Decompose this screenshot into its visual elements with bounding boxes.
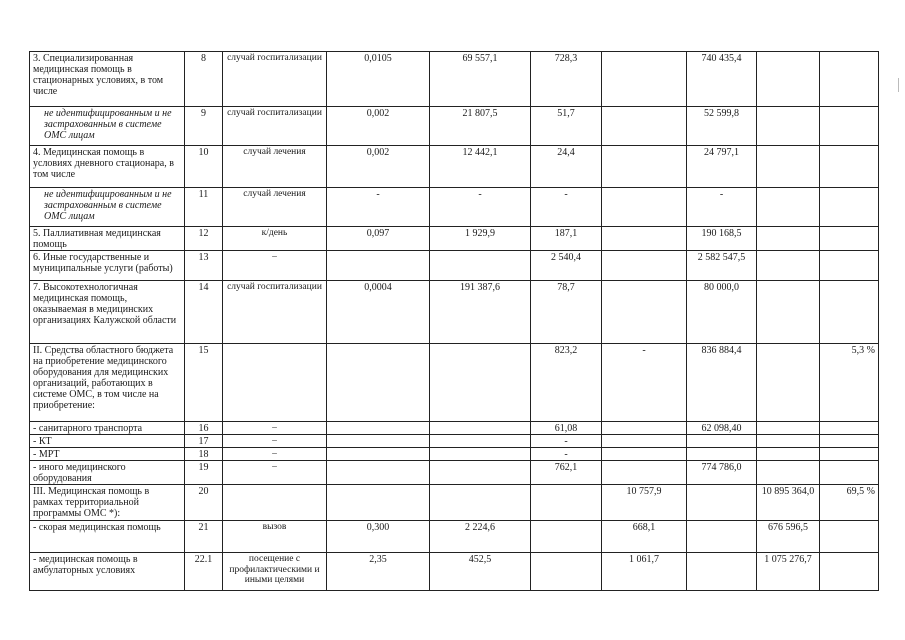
table-row	[30, 485, 879, 521]
cell-c10: 69,5 %	[820, 485, 879, 521]
cell-c7	[602, 281, 687, 344]
cell-line: 13	[185, 251, 223, 281]
cell-unit: случай лечения	[223, 188, 327, 227]
cell-c4: 0,002	[327, 107, 430, 146]
cell-c4	[327, 448, 430, 461]
table-body	[30, 52, 879, 591]
cell-c8: 774 786,0	[687, 461, 757, 485]
cell-c10	[820, 448, 879, 461]
cell-c8: 24 797,1	[687, 146, 757, 188]
cell-c7	[602, 227, 687, 251]
cell-c6: -	[531, 435, 602, 448]
cell-c7	[602, 188, 687, 227]
cell-c8: 80 000,0	[687, 281, 757, 344]
cell-c10	[820, 188, 879, 227]
cell-c9: 1 075 276,7	[757, 553, 820, 591]
table-row	[30, 521, 879, 553]
cell-name: 6. Иные государственные и муниципальные услуги (работы)	[30, 251, 185, 281]
cell-c4	[327, 251, 430, 281]
cell-c7	[602, 146, 687, 188]
cell-c8: 836 884,4	[687, 344, 757, 422]
cell-c9	[757, 251, 820, 281]
cell-c6	[531, 553, 602, 591]
cell-c9	[757, 461, 820, 485]
cell-unit: –	[223, 461, 327, 485]
cell-c4: 2,35	[327, 553, 430, 591]
cell-c4: -	[327, 188, 430, 227]
cell-c5	[430, 344, 531, 422]
cell-line: 14	[185, 281, 223, 344]
cell-c4: 0,0004	[327, 281, 430, 344]
cell-c5	[430, 251, 531, 281]
cell-line: 8	[185, 52, 223, 107]
cell-line: 15	[185, 344, 223, 422]
cell-c6: -	[531, 188, 602, 227]
table-row	[30, 461, 879, 485]
cell-c8: 52 599,8	[687, 107, 757, 146]
cell-c7	[602, 251, 687, 281]
cell-c5: 21 807,5	[430, 107, 531, 146]
cell-name: - медицинская помощь в амбулаторных условиях	[30, 553, 185, 591]
table-row	[30, 188, 879, 227]
cell-c5	[430, 485, 531, 521]
cell-c9	[757, 107, 820, 146]
cell-name: 3. Специализированная медицинская помощь в стационарных условиях, в том числе	[30, 52, 185, 107]
cell-line: 12	[185, 227, 223, 251]
cell-c8	[687, 485, 757, 521]
cell-c10	[820, 251, 879, 281]
cell-c8	[687, 521, 757, 553]
table-row	[30, 422, 879, 435]
cell-line: 11	[185, 188, 223, 227]
cell-c4: 0,097	[327, 227, 430, 251]
cell-c7	[602, 52, 687, 107]
cell-name: не идентифицированным и не застрахованным в системе ОМС лицам	[30, 188, 185, 227]
cell-c10	[820, 146, 879, 188]
cell-unit: случай госпитализации	[223, 52, 327, 107]
cell-unit: случай лечения	[223, 146, 327, 188]
table-row	[30, 281, 879, 344]
cell-unit	[223, 344, 327, 422]
cell-c7: 668,1	[602, 521, 687, 553]
cell-c10	[820, 107, 879, 146]
cell-unit: –	[223, 422, 327, 435]
financial-table	[29, 51, 879, 591]
cell-c10	[820, 281, 879, 344]
cell-line: 17	[185, 435, 223, 448]
cell-c9	[757, 448, 820, 461]
cell-c5: -	[430, 188, 531, 227]
cell-c7	[602, 422, 687, 435]
cell-c5: 12 442,1	[430, 146, 531, 188]
cell-name: - иного медицинского оборудования	[30, 461, 185, 485]
cell-unit: вызов	[223, 521, 327, 553]
cell-line: 20	[185, 485, 223, 521]
cell-c10	[820, 435, 879, 448]
table-row	[30, 344, 879, 422]
cell-c4: 0,0105	[327, 52, 430, 107]
cell-c8: 62 098,40	[687, 422, 757, 435]
cell-c9	[757, 52, 820, 107]
cell-unit: случай госпитализации	[223, 107, 327, 146]
cell-c10	[820, 227, 879, 251]
cell-c7: 1 061,7	[602, 553, 687, 591]
cell-c7: 10 757,9	[602, 485, 687, 521]
cell-c8	[687, 435, 757, 448]
cell-c5: 452,5	[430, 553, 531, 591]
cell-c5	[430, 422, 531, 435]
cell-line: 9	[185, 107, 223, 146]
cell-line: 22.1	[185, 553, 223, 591]
cell-c5: 69 557,1	[430, 52, 531, 107]
cell-c10	[820, 521, 879, 553]
cell-c6	[531, 521, 602, 553]
cell-unit: случай госпитализации	[223, 281, 327, 344]
cell-c6: 78,7	[531, 281, 602, 344]
table-row	[30, 435, 879, 448]
cell-c8: 740 435,4	[687, 52, 757, 107]
cell-c9	[757, 344, 820, 422]
cell-c7: -	[602, 344, 687, 422]
cell-c10	[820, 52, 879, 107]
cell-c6: 2 540,4	[531, 251, 602, 281]
cell-c7	[602, 107, 687, 146]
cell-name: - санитарного транспорта	[30, 422, 185, 435]
table-row	[30, 251, 879, 281]
cell-c8: -	[687, 188, 757, 227]
cell-c8: 190 168,5	[687, 227, 757, 251]
cell-line: 16	[185, 422, 223, 435]
cell-c7	[602, 435, 687, 448]
cell-name: - скорая медицинская помощь	[30, 521, 185, 553]
cell-unit	[223, 485, 327, 521]
cell-c9	[757, 281, 820, 344]
cell-c9	[757, 435, 820, 448]
cell-c7	[602, 461, 687, 485]
cell-c9	[757, 227, 820, 251]
cell-c4	[327, 461, 430, 485]
table-row	[30, 52, 879, 107]
cell-c6: 61,08	[531, 422, 602, 435]
table-row	[30, 227, 879, 251]
cell-unit: посещение с профилактическими и иными целями	[223, 553, 327, 591]
table-row	[30, 448, 879, 461]
cell-c10: 5,3 %	[820, 344, 879, 422]
cell-c4: 0,300	[327, 521, 430, 553]
cell-c4	[327, 344, 430, 422]
cell-c9	[757, 188, 820, 227]
cell-name: 4. Медицинская помощь в условиях дневного стационара, в том числе	[30, 146, 185, 188]
cell-c5: 2 224,6	[430, 521, 531, 553]
cell-c5	[430, 435, 531, 448]
cell-name: III. Медицинская помощь в рамках территориальной программы ОМС *):	[30, 485, 185, 521]
cell-line: 21	[185, 521, 223, 553]
cell-unit: –	[223, 448, 327, 461]
cell-c8	[687, 553, 757, 591]
cell-c6: 51,7	[531, 107, 602, 146]
cell-c9: 676 596,5	[757, 521, 820, 553]
cell-c6	[531, 485, 602, 521]
cell-c7	[602, 448, 687, 461]
cell-c5: 191 387,6	[430, 281, 531, 344]
cell-c9	[757, 422, 820, 435]
table-row	[30, 107, 879, 146]
cell-c6: 187,1	[531, 227, 602, 251]
cell-c4	[327, 435, 430, 448]
cell-c10	[820, 422, 879, 435]
table-row	[30, 553, 879, 591]
cell-c6: 762,1	[531, 461, 602, 485]
cell-c6: 24,4	[531, 146, 602, 188]
cell-unit: –	[223, 251, 327, 281]
cell-name: - КТ	[30, 435, 185, 448]
cell-c5	[430, 448, 531, 461]
cell-c9: 10 895 364,0	[757, 485, 820, 521]
cell-c6: 728,3	[531, 52, 602, 107]
cell-c10	[820, 553, 879, 591]
table-row	[30, 146, 879, 188]
cell-c9	[757, 146, 820, 188]
cell-c4: 0,002	[327, 146, 430, 188]
cell-c4	[327, 485, 430, 521]
cell-name: II. Средства областного бюджета на приобретение медицинского оборудования для медицинских организаций, работающих в системе ОМС, в том числе на приобретение:	[30, 344, 185, 422]
cell-unit: –	[223, 435, 327, 448]
cell-c4	[327, 422, 430, 435]
cell-name: - МРТ	[30, 448, 185, 461]
page-edge-mark	[898, 78, 899, 92]
cell-name: 7. Высокотехнологичная медицинская помощь, оказываемая в медицинских организациях Калужской области	[30, 281, 185, 344]
cell-c6: 823,2	[531, 344, 602, 422]
cell-c5	[430, 461, 531, 485]
cell-name: 5. Паллиативная медицинская помощь	[30, 227, 185, 251]
cell-c8	[687, 448, 757, 461]
cell-c10	[820, 461, 879, 485]
cell-c5: 1 929,9	[430, 227, 531, 251]
cell-unit: к/день	[223, 227, 327, 251]
cell-c8: 2 582 547,5	[687, 251, 757, 281]
cell-line: 19	[185, 461, 223, 485]
cell-c6: -	[531, 448, 602, 461]
cell-line: 18	[185, 448, 223, 461]
cell-line: 10	[185, 146, 223, 188]
cell-name: не идентифицированным и не застрахованным в системе ОМС лицам	[30, 107, 185, 146]
